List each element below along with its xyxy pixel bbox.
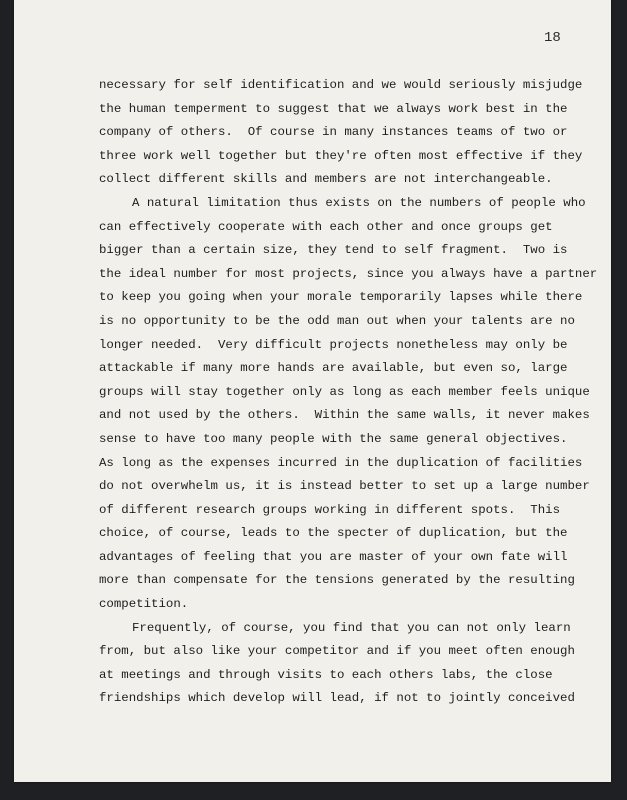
text-line: and not used by the others. Within the same walls, it never makes [99, 408, 590, 423]
text-line: choice, of course, leads to the specter of duplication, but the [99, 526, 568, 541]
text-line: the human temperment to suggest that we always work best in the [99, 101, 568, 116]
text-line: at meetings and through visits to each others labs, the close [99, 667, 553, 682]
text-line: to keep you going when your morale temporarily lapses while there [99, 290, 583, 305]
text-line: collect different skills and members are not interchangeable. [99, 172, 553, 187]
text-line: longer needed. Very difficult projects nonetheless may only be [99, 337, 568, 352]
text-line: necessary for self identification and we would seriously misjudge [99, 78, 583, 92]
text-line: is no opportunity to be the odd man out when your talents are no [99, 313, 575, 328]
text-line: advantages of feeling that you are master of your own fate will [99, 549, 568, 564]
typed-page [14, 0, 611, 782]
paragraph-start-line: Frequently, of course, you find that you can not only learn [132, 620, 571, 635]
text-line: competition. [99, 597, 189, 612]
text-line: company of others. Of course in many instances teams of two or [99, 125, 568, 140]
text-line: attackable if many more hands are available, but even so, large [99, 361, 568, 376]
text-line: groups will stay together only as long as each member feels unique [99, 384, 590, 399]
text-line: bigger than a certain size, they tend to self fragment. Two is [99, 243, 568, 258]
text-line: three work well together but they're often most effective if they [99, 148, 583, 163]
text-line: more than compensate for the tensions generated by the resulting [99, 573, 575, 588]
text-line: do not overwhelm us, it is instead better to set up a large number [99, 479, 590, 494]
text-line: can effectively cooperate with each other and once groups get [99, 219, 553, 234]
text-line: sense to have too many people with the same general objectives. [99, 431, 568, 446]
page-body-text [99, 74, 598, 711]
text-line: from, but also like your competitor and if you meet often enough [99, 644, 575, 659]
text-line: of different research groups working in different spots. This [99, 502, 561, 517]
page-number: 18 [544, 30, 561, 46]
text-line: friendships which develop will lead, if not to jointly conceived [99, 691, 575, 706]
text-line: the ideal number for most projects, since you always have a partner [99, 266, 598, 281]
text-line: As long as the expenses incurred in the duplication of facilities [99, 455, 583, 470]
paragraph-start-line: A natural limitation thus exists on the numbers of people who [132, 195, 586, 210]
